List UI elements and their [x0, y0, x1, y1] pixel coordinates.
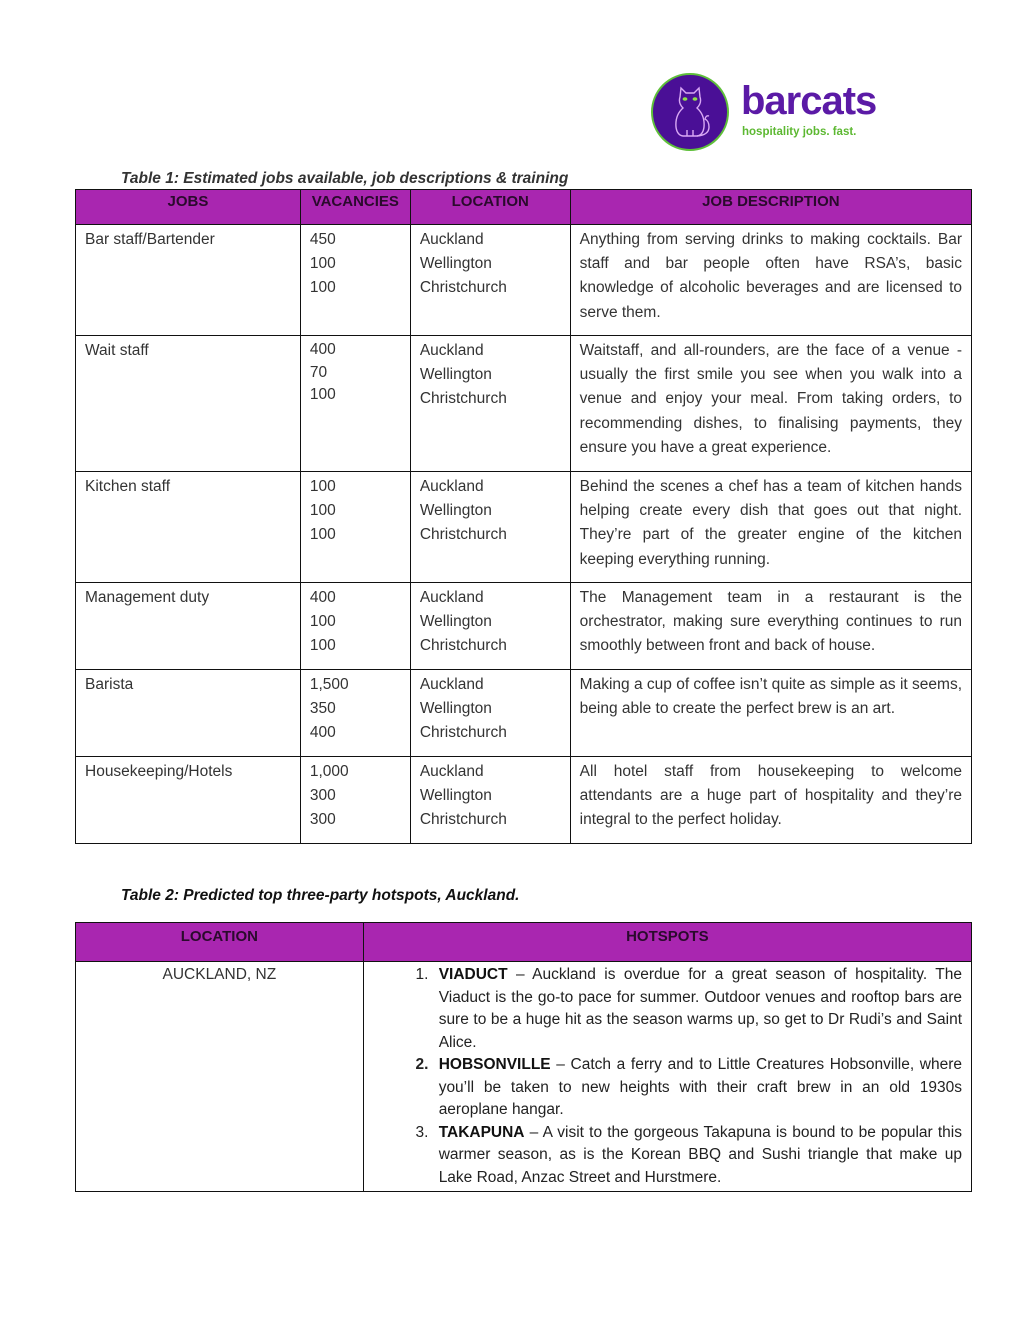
vacancy-value: 100: [309, 255, 336, 273]
job-title: Housekeeping/Hotels: [76, 757, 301, 844]
table-row: [76, 962, 972, 1192]
hotspot-item: [433, 1122, 962, 1190]
vacancy-value: 400: [309, 341, 336, 358]
locations-cell: [410, 336, 570, 472]
header-job-description: JOB DESCRIPTION: [570, 190, 971, 225]
vacancy-value: 100: [309, 502, 336, 520]
hotspots-cell: [363, 962, 971, 1192]
vacancy-value: 1,500: [309, 676, 349, 693]
brand-name: barcats: [741, 79, 877, 123]
hotspot-text: – Auckland is overdue for a great season of hospitality. The Viaduct is the go-to pace for summer. Outdoor venues and rooftop bars are sure to be a huge hit as the season warms up, so get to Dr Rudi’s and Saint Alice.: [438, 966, 962, 1051]
job-description: All hotel staff from housekeeping to welcome attendants are a huge part of hospitality and they’re integral to the perfect holiday.: [570, 757, 971, 844]
vacancy-value: 100: [309, 279, 336, 297]
vacancy-value: 70: [309, 363, 328, 381]
location-value: Christchurch: [419, 279, 507, 297]
location-value: Wellington: [419, 613, 492, 631]
location-value: Wellington: [419, 255, 492, 273]
job-description: Anything from serving drinks to making cocktails. Bar staff and bar people often have RSA’s, basic knowledge of alcoholic beverages and are licensed to serve them.: [570, 225, 971, 336]
vacancy-value: 300: [309, 787, 336, 805]
location-cell: AUCKLAND, NZ: [76, 962, 364, 1192]
hotspot-name: VIADUCT: [438, 966, 508, 983]
vacancy-value: 1,000: [309, 763, 349, 780]
jobs-table-header: [76, 190, 972, 225]
vacancy-value: 450: [309, 231, 336, 248]
locations-cell: [410, 757, 570, 844]
header-location: LOCATION: [410, 190, 570, 225]
job-description: Making a cup of coffee isn’t quite as simple as it seems, being able to create the perfect brew is an art.: [570, 670, 971, 757]
table-row: [76, 336, 972, 472]
job-title: Wait staff: [76, 336, 301, 472]
job-description: The Management team in a restaurant is the orchestrator, making sure everything continues to run smoothly between front and back of house.: [570, 583, 971, 670]
hotspot-item: [433, 964, 962, 1054]
locations-cell: [410, 583, 570, 670]
vacancies-cell: [300, 670, 410, 757]
vacancy-value: 100: [309, 526, 336, 544]
table1-caption: Table 1: Estimated jobs available, job descriptions & training: [121, 170, 569, 187]
table-row: [76, 225, 972, 336]
hotspot-item: [433, 1054, 962, 1122]
header-jobs: JOBS: [76, 190, 301, 225]
location-value: Wellington: [419, 502, 492, 520]
hotspot-text: – A visit to the gorgeous Takapuna is bound to be popular this warmer season, as is the Korean BBQ and Sushi triangle that make up Lake Road, Anzac Street and Hurstmere.: [438, 1123, 962, 1186]
table-row: [76, 670, 972, 757]
locations-cell: [410, 670, 570, 757]
vacancy-value: 100: [309, 637, 336, 655]
location-value: Christchurch: [419, 724, 507, 742]
vacancies-cell: [300, 225, 410, 336]
cat-icon: [653, 75, 727, 149]
location-value: Wellington: [419, 366, 492, 384]
vacancies-cell: [300, 472, 410, 583]
job-description: Behind the scenes a chef has a team of kitchen hands helping create every dish that goes out that night. They’re part of the greater engine of the kitchen keeping everything running.: [570, 472, 971, 583]
header-hotspots: HOTSPOTS: [363, 923, 971, 962]
vacancy-value: 400: [309, 589, 336, 606]
location-value: Auckland: [419, 589, 484, 606]
hotspot-name: TAKAPUNA: [438, 1123, 525, 1141]
table2-caption: Table 2: Predicted top three-party hotspots, Auckland.: [121, 887, 520, 904]
hotspots-list: [373, 964, 962, 1189]
vacancies-cell: [300, 757, 410, 844]
vacancy-value: 300: [309, 811, 336, 829]
job-title: Barista: [76, 670, 301, 757]
table-row: [76, 757, 972, 844]
location-value: Auckland: [419, 478, 484, 495]
location-value: Christchurch: [419, 526, 507, 544]
logo-badge: [651, 73, 729, 151]
vacancy-value: 100: [309, 613, 336, 631]
job-description: Waitstaff, and all-rounders, are the face of a venue - usually the first smile you see when you walk into a venue and enjoy your meal. From taking orders, to recommending dishes, to finalising payments, they ensure you have a great experience.: [570, 336, 971, 472]
table-row: [76, 472, 972, 583]
header-vacancies: VACANCIES: [300, 190, 410, 225]
hotspots-table: [75, 922, 972, 1192]
header-location: LOCATION: [76, 923, 364, 962]
hotspot-text: – Catch a ferry and to Little Creatures Hobsonville, where you’ll be taken to new heights with their craft brew in an old 1930s aeroplane hangar.: [438, 1056, 962, 1118]
brand-tagline: hospitality jobs. fast.: [742, 126, 857, 138]
vacancies-cell: [300, 336, 410, 472]
locations-cell: [410, 225, 570, 336]
location-value: Auckland: [419, 676, 484, 693]
locations-cell: [410, 472, 570, 583]
hotspot-name: HOBSONVILLE: [438, 1056, 551, 1073]
location-value: Wellington: [419, 787, 492, 805]
location-value: Auckland: [419, 763, 484, 780]
jobs-table: [75, 189, 972, 844]
job-title: Bar staff/Bartender: [76, 225, 301, 336]
vacancy-value: 100: [309, 386, 336, 403]
vacancy-value: 350: [309, 700, 336, 718]
location-value: Christchurch: [419, 811, 507, 829]
vacancy-value: 100: [309, 478, 336, 495]
location-value: Christchurch: [419, 637, 507, 655]
job-title: Kitchen staff: [76, 472, 301, 583]
location-value: Auckland: [419, 342, 484, 359]
table-row: [76, 583, 972, 670]
barcats-logo: [651, 73, 901, 155]
job-title: Management duty: [76, 583, 301, 670]
location-value: Wellington: [419, 700, 492, 718]
vacancies-cell: [300, 583, 410, 670]
vacancy-value: 400: [309, 724, 336, 742]
location-value: Christchurch: [419, 390, 507, 408]
hotspots-table-header: [76, 923, 972, 962]
location-value: Auckland: [419, 231, 484, 248]
